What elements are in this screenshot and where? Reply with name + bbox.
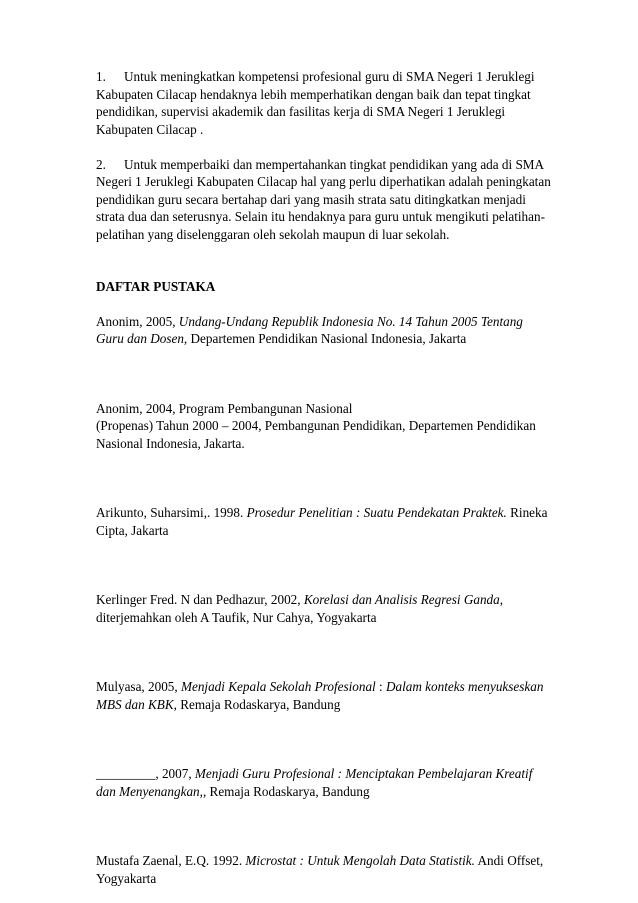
- ref-author-year: _________, 2007,: [96, 766, 195, 781]
- document-page: [96, 68, 551, 887]
- ref-author-year: Kerlinger Fred. N dan Pedhazur, 2002,: [96, 592, 304, 607]
- ref-publisher: , Remaja Rodaskarya, Bandung: [173, 696, 341, 712]
- ref-publisher: , Departemen Pendidikan Nasional Indonesia, Jakarta: [183, 331, 467, 346]
- reference-entry: [96, 678, 551, 713]
- recommendation-item-2: [96, 156, 551, 244]
- bibliography-heading: DAFTAR PUSTAKA: [96, 279, 216, 294]
- ref-title: Menjadi Kepala Sekolah Profesional: [180, 679, 376, 694]
- recommendation-item-1: [96, 68, 551, 138]
- ref-publisher: Andi Offset, Yogyakarta: [96, 853, 544, 886]
- ref-title: Microstat : Untuk Mengolah Data Statistik.: [245, 853, 475, 868]
- ref-publisher: , diterjemahkan oleh A Taufik, Nur Cahya, Yogyakarta: [96, 592, 504, 625]
- item-number: 1.: [96, 69, 106, 84]
- reference-entry: [96, 313, 551, 348]
- ref-author-year: Anonim, 2005,: [96, 313, 179, 329]
- reference-entry: [96, 591, 551, 626]
- ref-publisher: Rineka Cipta, Jakarta: [96, 505, 548, 538]
- ref-title: Prosedur Penelitian : Suatu Pendekatan Praktek.: [246, 505, 507, 520]
- reference-entry: [96, 852, 551, 887]
- ref-subtitle: Dalam konteks menyukseskan MBS dan KBK: [96, 679, 544, 712]
- item-number: 2.: [96, 156, 106, 172]
- reference-entry: [96, 504, 551, 539]
- reference-entry: [96, 765, 551, 800]
- ref-title: Menjadi Guru Profesional : Menciptakan Pembelajaran Kreatif dan Menyenangkan,: [96, 766, 533, 799]
- ref-author-year: Arikunto, Suharsimi,. 1998.: [96, 505, 247, 520]
- ref-author-year: Mulyasa, 2005,: [96, 679, 181, 694]
- ref-author-year: Anonim, 2004, Program Pembangunan Nasional: [96, 400, 353, 416]
- ref-separator: :: [375, 679, 386, 694]
- ref-title: Korelasi dan Analisis Regresi Ganda: [303, 592, 500, 607]
- reference-entry: [96, 400, 551, 453]
- ref-publisher: (Propenas) Tahun 2000 – 2004, Pembangunan Pendidikan, Departemen Pendidikan Nasional Indonesia, Jakarta.: [96, 418, 536, 451]
- ref-author-year: Mustafa Zaenal, E.Q. 1992.: [96, 853, 246, 868]
- ref-title: Undang-Undang Republik Indonesia No. 14 Tahun 2005 Tentang Guru dan Dosen: [96, 313, 523, 346]
- item-text: Untuk meningkatkan kompetensi profesional guru di SMA Negeri 1 Jeruklegi Kabupaten Cilacap hendaknya lebih memperhatikan dengan baik dan tepat tingkat pendidikan, supervisi akademik dan fasilitas kerja di SMA Negeri 1 Jeruklegi Kabupaten Cilacap .: [96, 69, 535, 137]
- ref-publisher: , Remaja Rodaskarya, Bandung: [202, 783, 370, 799]
- item-text: Untuk memperbaiki dan mempertahankan tingkat pendidikan yang ada di SMA Negeri 1 Jeruklegi Kabupaten Cilacap hal yang perlu diperhatikan adalah peningkatan pendidikan guru secara bertahap dari yang masih strata satu ditingkatkan menjadi strata dua dan seterusnya. Selain itu hendaknya para guru untuk mengikuti pelatihan-pelatihan yang diselenggaran oleh sekolah maupun di luar sekolah.: [96, 156, 551, 242]
